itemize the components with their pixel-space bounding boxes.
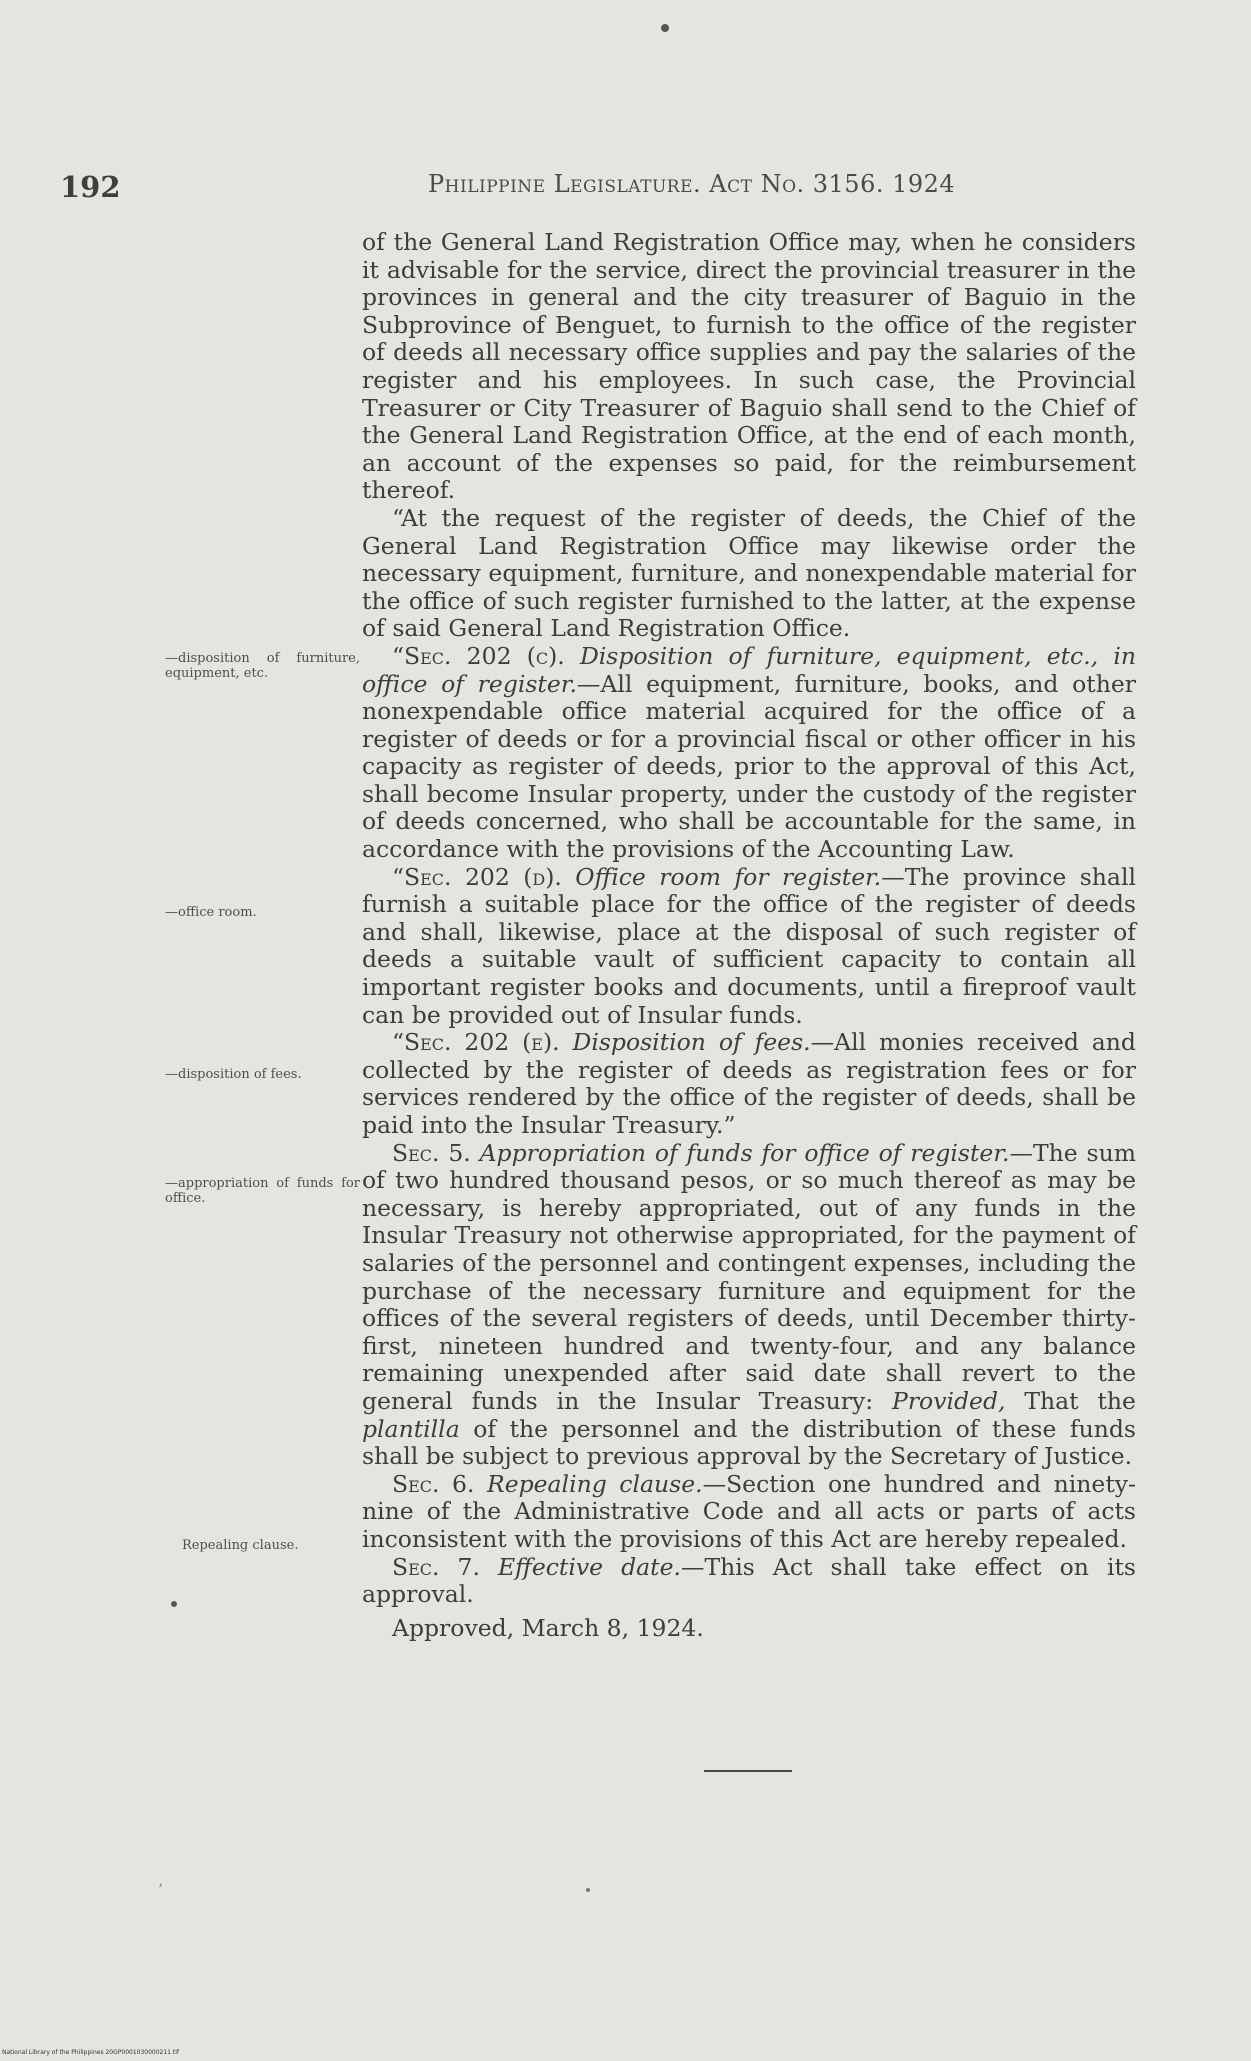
- section-202c: [362, 643, 1136, 864]
- paragraph: “At the request of the register of deeds, the Chief of the General Land Registration Office may likewise order the necessary equipment, furniture, and nonexpendable material for the office of such register furnished to the latter, at the expense of said General Land Registration Office.: [362, 503, 1136, 643]
- section-text: —Section one hundred and ninety-nine of the Administrative Code and all acts or parts of acts inconsistent with the provisions of this Act are hereby repealed.: [362, 1469, 1136, 1553]
- section-title: Disposition of furniture, equipment, etc., in office of register.: [362, 641, 1136, 698]
- section-text: —All equipment, furniture, books, and other nonexpendable office material acquired for the office of a register of deeds or for a provincial fiscal or other officer in his capacity as register of deeds, prior to the approval of this Act, shall become Insular property, under the custody of the register of deeds concerned, who shall be accountable for the same, in accordance with the provisions of the Accounting Law.: [362, 669, 1137, 864]
- closing-rule: [704, 1770, 792, 1772]
- plantilla-word: plantilla: [362, 1414, 460, 1443]
- running-head: Philippine Legislature. Act No. 3156. 1924: [428, 170, 956, 198]
- section-title: Repealing clause.: [487, 1469, 703, 1498]
- section-text: —The sum of two hundred thousand pesos, or so much thereof as may be necessary, is hereby appropriated, out of any funds in the Insular Treasury not otherwise appropriated, for the payment of salaries of the personnel and contingent expenses, including the purchase of the necessary furniture and equipment for the offices of the several registers of deeds, until December thirty-first, nineteen hundred and twenty-four, and any balance remaining unexpended after said date shall revert to the general funds in the Insular Treasury:: [362, 1138, 1136, 1415]
- section-heading: Sec. 7.: [392, 1552, 480, 1581]
- scan-footer: National Library of the Philippines 20GP0001030000211.tif: [2, 2049, 180, 2056]
- section-6: [362, 1471, 1136, 1554]
- section-202d: [362, 864, 1136, 1030]
- section-title: Effective date.: [498, 1552, 681, 1581]
- section-text: —The province shall furnish a suitable place for the office of the register of deeds and shall, likewise, place at the disposal of such register of deeds a suitable vault of sufficient capacity to contain all important register books and documents, until a fireproof vault can be provided out of Insular funds.: [362, 862, 1136, 1029]
- section-heading: “Sec. 202 (e).: [392, 1028, 560, 1057]
- margin-note-repealing: Repealing clause.: [182, 1538, 299, 1553]
- scan-mark: ’: [158, 1880, 164, 1899]
- section-text: That the: [1024, 1386, 1136, 1415]
- section-5: [362, 1140, 1136, 1471]
- approval-date: Approved, March 8, 1924.: [392, 1613, 704, 1642]
- section-text: of the personnel and the distribution of these funds shall be subject to previous approval by the Secretary of Justice.: [362, 1414, 1136, 1471]
- page-number: 192: [60, 170, 121, 204]
- section-text: —All monies received and collected by the register of deeds as registration fees or for services rendered by the office of the register of deeds, shall be paid into the Insular Treasury.”: [362, 1028, 1136, 1139]
- section-heading: Sec. 6.: [392, 1469, 475, 1498]
- section-text: —This Act shall take effect on its approval.: [362, 1552, 1136, 1609]
- provided-word: Provided,: [892, 1386, 1006, 1415]
- section-7: [362, 1554, 1136, 1609]
- section-heading: “Sec. 202 (d).: [392, 862, 562, 891]
- section-heading: Sec. 5.: [392, 1138, 471, 1167]
- body-text: [362, 229, 1136, 1642]
- section-heading: “Sec. 202 (c).: [392, 641, 565, 670]
- margin-note-office-room: —office room.: [165, 905, 257, 920]
- paragraph: of the General Land Registration Office may, when he considers it advisable for the service, direct the provincial treasurer in the provinces in general and the city treasurer of Baguio in the Subprovince of Benguet, to furnish to the office of the register of deeds all necessary office supplies and pay the salaries of the register and his employees. In such case, the Provincial Treasurer or City Treasurer of Baguio shall send to the Chief of the General Land Registration Office, at the end of each month, an account of the expenses so paid, for the reimbursement thereof.: [362, 228, 1136, 505]
- section-title: Appropriation of funds for office of register.: [479, 1138, 1010, 1167]
- section-title: Office room for register.: [575, 862, 882, 891]
- section-title: Disposition of fees.: [572, 1028, 811, 1057]
- margin-note-furniture: —disposition of furniture, equipment, etc.: [165, 651, 360, 681]
- ink-dot: [171, 1601, 177, 1607]
- section-202e: [362, 1029, 1136, 1139]
- ink-dot: [661, 24, 669, 32]
- ink-dot: [586, 1888, 590, 1892]
- margin-note-fees: —disposition of fees.: [165, 1067, 302, 1082]
- margin-note-appropriation: —appropriation of funds for office.: [165, 1176, 360, 1206]
